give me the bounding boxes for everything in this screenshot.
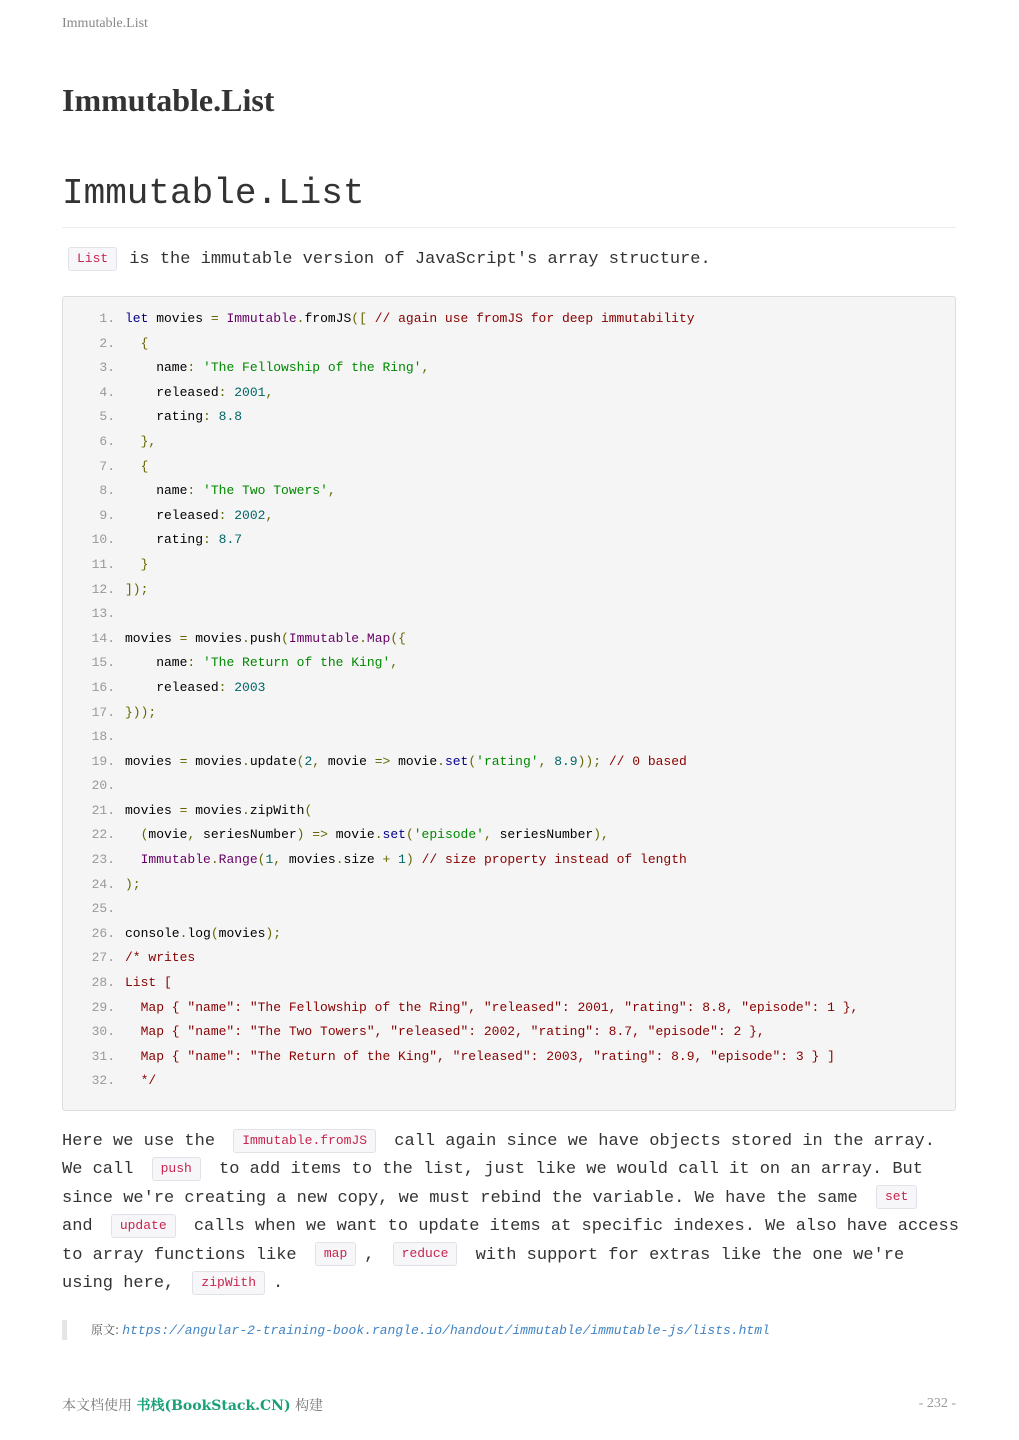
code-token: movies	[218, 925, 266, 941]
code-line	[63, 799, 858, 824]
code-token: 'The Return of the King'	[203, 655, 391, 671]
code-line	[63, 1069, 858, 1094]
line-number: 23.	[91, 852, 115, 868]
line-number: 32.	[91, 1073, 115, 1089]
code-token: 2002	[234, 507, 266, 523]
code-line	[63, 774, 858, 799]
line-number: 30.	[91, 1024, 115, 1040]
code-token: movie	[148, 827, 188, 843]
code-token: name	[125, 360, 188, 376]
code-token: movies	[125, 753, 180, 769]
code-line	[63, 725, 858, 750]
code-token: .	[296, 311, 305, 326]
code-token: rating	[125, 532, 204, 548]
intro-paragraph	[62, 245, 956, 275]
code-line	[63, 430, 858, 455]
code-token	[125, 852, 141, 867]
line-number: 16.	[91, 679, 115, 695]
code-token: ,	[421, 360, 430, 376]
code-line	[63, 897, 858, 922]
paragraph-text: call again since we have objects stored in the array. We call	[62, 1132, 935, 1180]
code-line	[63, 701, 858, 726]
code-token: 'The Fellowship of the Ring'	[203, 360, 422, 376]
code-token: ]);	[125, 581, 149, 597]
code-token: }	[140, 556, 149, 572]
code-line	[63, 848, 858, 873]
code-token: Map { "name": "The Return of the King", "released": 2003, "rating": 8.9, "episode": 3 } ]	[125, 1048, 835, 1064]
code-token: ([	[351, 311, 367, 326]
code-token: 8.8	[218, 409, 243, 425]
code-token: .	[437, 753, 445, 769]
code-token: movies	[125, 802, 180, 818]
code-token: (	[281, 630, 289, 646]
code-token: Immutable	[226, 311, 297, 326]
code-line	[63, 750, 858, 775]
code-token: )	[296, 827, 305, 843]
code-token: seriesNumber	[195, 827, 297, 843]
code-token: .	[179, 925, 188, 941]
code-token: },	[140, 433, 157, 449]
code-token: movies	[187, 802, 243, 818]
code-token: .	[374, 827, 383, 843]
paragraph-text: and	[62, 1217, 93, 1237]
code-line	[63, 479, 858, 504]
code-token: )	[405, 852, 414, 868]
code-token: (	[140, 827, 149, 843]
code-token: ,	[312, 753, 321, 769]
code-token	[125, 827, 141, 842]
code-token: {	[140, 458, 149, 474]
code-token: (	[304, 802, 313, 818]
code-line	[63, 676, 858, 701]
code-token: Range	[218, 852, 258, 868]
code-token: .	[335, 852, 344, 868]
code-token: ({	[390, 630, 406, 646]
code-token: :	[203, 409, 211, 425]
code-token: 'The Two Towers'	[203, 483, 328, 499]
code-token: Immutable	[140, 852, 211, 868]
code-line	[63, 1045, 858, 1070]
code-token: movies	[281, 852, 336, 868]
line-number: 24.	[91, 876, 115, 892]
code-token: :	[218, 679, 227, 695]
code-token: ,	[483, 827, 492, 843]
code-token	[601, 754, 609, 769]
line-number: 4.	[99, 384, 115, 400]
code-token	[125, 459, 141, 474]
code-token	[125, 336, 141, 351]
line-number: 21.	[91, 802, 115, 818]
code-token: ,	[538, 753, 547, 769]
code-token: released	[125, 679, 219, 695]
code-token: console	[125, 925, 180, 941]
paragraph-text: ,	[364, 1245, 375, 1265]
code-token	[211, 532, 219, 547]
code-token: ,	[265, 384, 274, 400]
line-number: 27.	[91, 950, 115, 966]
code-token: movie	[390, 753, 438, 769]
code-block	[62, 296, 956, 1111]
line-number: 11.	[91, 556, 115, 572]
line-number: 15.	[91, 655, 115, 671]
code-token: set	[382, 827, 406, 843]
page-title: Immutable.List	[62, 82, 275, 118]
code-token: ),	[593, 827, 609, 843]
code-token: movies	[187, 753, 243, 769]
line-number: 3.	[99, 360, 115, 376]
line-number: 28.	[91, 975, 115, 991]
line-number: 25.	[91, 901, 115, 917]
intro-text: is the immutable version of JavaScript's array structure.	[129, 250, 711, 269]
code-token: update	[249, 753, 297, 769]
code-token: +	[382, 852, 391, 868]
code-token	[125, 557, 141, 572]
code-token: :	[203, 532, 211, 548]
code-token: );	[265, 925, 282, 941]
code-token: =	[179, 630, 188, 646]
code-token: .	[359, 630, 367, 646]
code-line	[63, 528, 858, 553]
code-token: (	[405, 827, 414, 843]
code-token: ,	[390, 655, 399, 671]
code-token	[195, 360, 203, 375]
code-line	[63, 553, 858, 578]
inline-code-reduce: reduce	[393, 1242, 458, 1266]
code-token: .	[242, 802, 250, 818]
code-line	[63, 602, 858, 627]
code-line	[63, 873, 858, 898]
code-token: name	[125, 483, 188, 499]
line-number: 9.	[99, 507, 115, 523]
line-number: 8.	[99, 483, 115, 499]
code-token	[195, 655, 203, 670]
code-token: // again use fromJS for deep immutability	[374, 311, 695, 326]
page-number: - 232 -	[918, 1396, 956, 1411]
code-token: released	[125, 507, 219, 523]
line-number: 19.	[91, 753, 115, 769]
code-token: fromJS	[304, 311, 352, 326]
code-token: movie	[327, 827, 375, 843]
code-token: Immutable	[288, 630, 360, 646]
code-token: size	[343, 852, 383, 868]
source-link[interactable]: https://angular-2-training-book.rangle.io/handout/immutable/immutable-js/lists.html	[122, 1323, 770, 1338]
code-token	[414, 852, 422, 867]
code-token: ,	[187, 827, 196, 843]
code-token	[125, 434, 141, 449]
code-token: .	[242, 753, 250, 769]
code-token: movies	[187, 630, 243, 646]
source-quote	[62, 1320, 770, 1340]
code-token: /* writes	[125, 950, 196, 966]
code-token: set	[444, 753, 469, 769]
paragraph-text: with support for extras like the one we're using here,	[62, 1245, 905, 1294]
inline-code-list: List	[68, 247, 117, 271]
code-token: =	[179, 802, 188, 818]
line-number: 20.	[91, 778, 115, 794]
code-token: :	[187, 360, 196, 376]
line-number: 2.	[99, 335, 115, 351]
inline-code-fromjs: Immutable.fromJS	[233, 1129, 376, 1153]
line-number: 31.	[91, 1048, 115, 1064]
code-line	[63, 823, 858, 848]
code-token: }));	[125, 704, 157, 720]
code-line	[63, 578, 858, 603]
inline-code-set: set	[876, 1185, 917, 1209]
line-number: 6.	[99, 433, 115, 449]
code-token: let	[125, 311, 149, 326]
paragraph-text: .	[273, 1274, 284, 1294]
footer-brand-link[interactable]: 书栈(BookStack.CN)	[136, 1398, 291, 1414]
code-token: ,	[273, 852, 282, 868]
code-lines	[63, 307, 858, 1094]
section-divider	[62, 227, 956, 228]
code-token: ));	[577, 753, 602, 769]
code-token	[390, 852, 398, 867]
code-token: =>	[312, 827, 328, 843]
paragraph-text: Here we use the	[62, 1132, 216, 1151]
code-token: released	[125, 384, 219, 400]
code-line	[63, 332, 858, 357]
line-number: 14.	[91, 630, 115, 646]
code-token: =	[210, 311, 219, 326]
code-line	[63, 405, 858, 430]
code-line	[63, 651, 858, 676]
code-line	[63, 946, 858, 971]
line-number: 5.	[99, 409, 115, 425]
code-token: (	[468, 753, 477, 769]
code-token: */	[125, 1073, 157, 1089]
code-line	[63, 1020, 858, 1045]
code-token	[195, 483, 203, 498]
line-number: 13.	[91, 606, 115, 622]
explanation-paragraph	[62, 1128, 962, 1298]
code-token: 'episode'	[413, 827, 484, 843]
code-line	[63, 381, 858, 406]
code-line	[63, 504, 858, 529]
inline-code-update: update	[111, 1214, 176, 1238]
code-token: zipWith	[249, 802, 305, 818]
code-token: // size property instead of length	[421, 852, 687, 868]
code-token: 'rating'	[476, 753, 539, 769]
code-token: );	[125, 876, 141, 892]
code-token: 8.7	[218, 532, 243, 548]
code-token: seriesNumber	[491, 827, 594, 843]
code-token: movies	[148, 311, 211, 326]
code-token: 1	[398, 852, 406, 868]
line-number: 10.	[91, 532, 115, 548]
line-number: 18.	[91, 729, 115, 745]
inline-code-push: push	[152, 1157, 201, 1181]
code-token: :	[187, 655, 196, 671]
line-number: 1.	[99, 311, 115, 326]
running-header: Immutable.List	[62, 16, 148, 31]
code-token: {	[140, 335, 149, 351]
code-token: // 0 based	[608, 753, 687, 769]
line-number: 17.	[91, 704, 115, 720]
code-token: 2003	[234, 679, 266, 695]
code-token: name	[125, 655, 188, 671]
code-line	[63, 971, 858, 996]
inline-code-zipwith: zipWith	[192, 1271, 265, 1295]
code-token: rating	[125, 409, 204, 425]
footer-credit	[62, 1395, 323, 1415]
code-token: :	[218, 384, 227, 400]
code-token	[367, 311, 375, 326]
paragraph-text: to add items to the list, just like we would call it on an array. But since we're creating a new copy, we must rebind the variable. We have the same	[62, 1160, 923, 1208]
code-token: (	[257, 852, 266, 868]
line-number: 29.	[91, 999, 115, 1015]
code-token: Map	[366, 630, 391, 646]
footer-suffix: 构建	[295, 1398, 324, 1414]
code-line	[63, 627, 858, 652]
line-number: 12.	[91, 581, 115, 597]
code-token: :	[187, 483, 196, 499]
code-token: 1	[265, 852, 274, 868]
code-line	[63, 996, 858, 1021]
code-token: 8.9	[554, 753, 578, 769]
code-token: movies	[125, 630, 180, 646]
code-token: 2	[304, 753, 313, 769]
paragraph-text: calls when we want to update items at specific indexes. We also have access to array functions like	[62, 1217, 959, 1265]
line-number: 7.	[99, 458, 115, 474]
line-number: 26.	[91, 925, 115, 941]
code-token: List [	[125, 975, 172, 991]
code-token: 2001	[234, 384, 266, 400]
code-token: =	[179, 753, 188, 769]
code-token: movie	[320, 753, 375, 769]
source-label: 原文:	[91, 1323, 120, 1337]
section-title: Immutable.List	[62, 173, 365, 214]
code-token: Map { "name": "The Two Towers", "released": 2002, "rating": 8.7, "episode": 2 },	[125, 1024, 765, 1040]
code-token: (	[210, 925, 219, 941]
code-token: .	[242, 630, 250, 646]
code-token	[211, 409, 219, 424]
code-token: (	[296, 753, 305, 769]
code-token: ,	[327, 483, 336, 499]
code-token: :	[218, 507, 227, 523]
code-token: Map { "name": "The Fellowship of the Ring", "released": 2001, "rating": 8.8, "episode": 1 },	[125, 999, 859, 1015]
footer-prefix: 本文档使用	[62, 1398, 132, 1414]
code-token: ,	[265, 507, 274, 523]
code-token: .	[210, 852, 219, 868]
code-line	[63, 356, 858, 381]
code-token: =>	[374, 753, 391, 769]
line-number: 22.	[91, 827, 115, 843]
inline-code-map: map	[315, 1242, 356, 1266]
code-line	[63, 455, 858, 480]
code-line	[63, 307, 858, 332]
code-token: log	[187, 925, 211, 941]
code-line	[63, 922, 858, 947]
code-token: push	[249, 630, 282, 646]
